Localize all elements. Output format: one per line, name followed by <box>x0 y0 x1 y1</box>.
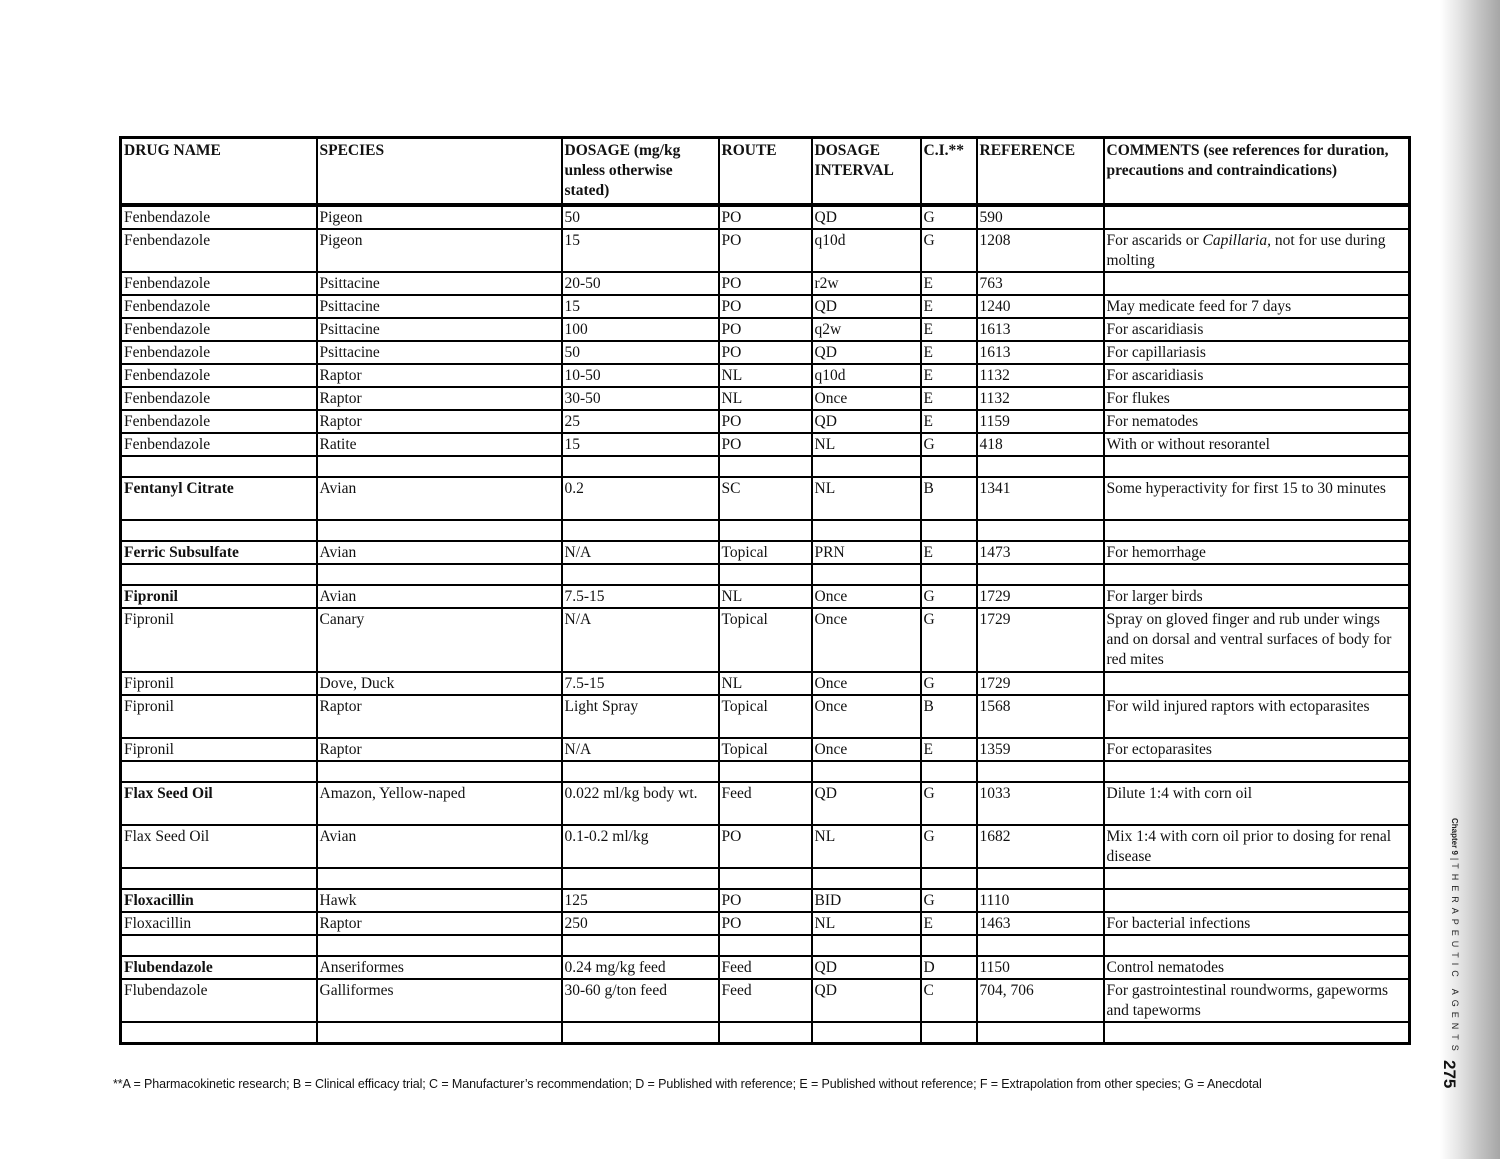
cell-dosage: 50 <box>562 341 719 364</box>
cell-route <box>719 868 812 889</box>
running-head <box>1444 818 1464 1056</box>
cell-species: Pigeon <box>317 205 562 229</box>
cell-comments: Control nematodes <box>1104 956 1410 979</box>
table-row <box>121 585 1410 608</box>
italic-genus-name: Capillaria, <box>1202 232 1271 249</box>
cell-dosage: 15 <box>562 295 719 318</box>
table-row <box>121 433 1410 456</box>
cell-species: Raptor <box>317 410 562 433</box>
table-row <box>121 477 1410 520</box>
cell-route: Feed <box>719 782 812 825</box>
cell-comments <box>1104 520 1410 541</box>
spacer-row <box>121 520 1410 541</box>
cell-species: Raptor <box>317 387 562 410</box>
cell-comments: For hemorrhage <box>1104 541 1410 564</box>
cell-species: Dove, Duck <box>317 672 562 695</box>
cell-dosage-interval <box>812 868 921 889</box>
cell-drug-name: Fenbendazole <box>121 433 317 456</box>
cell-drug-name: Fenbendazole <box>121 318 317 341</box>
table-row <box>121 341 1410 364</box>
cell-reference: 1568 <box>977 695 1104 738</box>
cell-reference <box>977 1022 1104 1044</box>
header-dosage-interval: DOSAGE INTERVAL <box>812 138 921 206</box>
cell-route: PO <box>719 205 812 229</box>
cell-species <box>317 1022 562 1044</box>
cell-comments: For capillariasis <box>1104 341 1410 364</box>
cell-ci: E <box>921 272 977 295</box>
cell-route: NL <box>719 387 812 410</box>
cell-ci <box>921 564 977 585</box>
cell-ci: E <box>921 738 977 761</box>
cell-reference: 1208 <box>977 229 1104 272</box>
cell-comments: For ectoparasites <box>1104 738 1410 761</box>
header-comments: COMMENTS (see references for duration, precautions and contraindications) <box>1104 138 1410 206</box>
comment-text: For ascarids or <box>1106 232 1203 249</box>
cell-species: Raptor <box>317 738 562 761</box>
cell-drug-name: Flubendazole <box>121 979 317 1022</box>
cell-drug-name <box>121 456 317 477</box>
cell-route: PO <box>719 229 812 272</box>
cell-dosage-interval: QD <box>812 979 921 1022</box>
cell-dosage: 30-60 g/ton feed <box>562 979 719 1022</box>
cell-dosage-interval: Once <box>812 585 921 608</box>
cell-dosage <box>562 1022 719 1044</box>
cell-ci <box>921 868 977 889</box>
spacer-row <box>121 868 1410 889</box>
cell-drug-name <box>121 564 317 585</box>
cell-reference: 1682 <box>977 825 1104 868</box>
cell-dosage <box>562 868 719 889</box>
cell-reference <box>977 761 1104 782</box>
header-route: ROUTE <box>719 138 812 206</box>
cell-reference: 1132 <box>977 364 1104 387</box>
cell-drug-name: Fentanyl Citrate <box>121 477 317 520</box>
spacer-row <box>121 935 1410 956</box>
cell-drug-name: Fipronil <box>121 585 317 608</box>
table-row <box>121 825 1410 868</box>
cell-drug-name: Fenbendazole <box>121 295 317 318</box>
cell-ci: G <box>921 825 977 868</box>
cell-species: Hawk <box>317 889 562 912</box>
cell-drug-name: Fenbendazole <box>121 387 317 410</box>
cell-species <box>317 456 562 477</box>
cell-drug-name: Floxacillin <box>121 889 317 912</box>
cell-ci: G <box>921 205 977 229</box>
cell-ci: E <box>921 387 977 410</box>
cell-reference: 1110 <box>977 889 1104 912</box>
cell-reference: 704, 706 <box>977 979 1104 1022</box>
cell-dosage-interval: PRN <box>812 541 921 564</box>
table-row <box>121 541 1410 564</box>
cell-route <box>719 564 812 585</box>
cell-species <box>317 868 562 889</box>
cell-species: Amazon, Yellow-naped <box>317 782 562 825</box>
cell-ci: G <box>921 782 977 825</box>
cell-ci <box>921 761 977 782</box>
cell-dosage-interval: QD <box>812 341 921 364</box>
cell-dosage-interval: r2w <box>812 272 921 295</box>
cell-dosage-interval: QD <box>812 410 921 433</box>
cell-route <box>719 761 812 782</box>
cell-dosage-interval <box>812 456 921 477</box>
cell-dosage: Light Spray <box>562 695 719 738</box>
table-row <box>121 738 1410 761</box>
cell-dosage <box>562 520 719 541</box>
cell-dosage: 15 <box>562 433 719 456</box>
cell-drug-name: Floxacillin <box>121 912 317 935</box>
cell-reference: 1463 <box>977 912 1104 935</box>
header-reference: REFERENCE <box>977 138 1104 206</box>
cell-dosage: 0.2 <box>562 477 719 520</box>
cell-comments: For flukes <box>1104 387 1410 410</box>
cell-dosage: 20-50 <box>562 272 719 295</box>
cell-species: Avian <box>317 477 562 520</box>
cell-species: Ratite <box>317 433 562 456</box>
cell-dosage-interval: Once <box>812 387 921 410</box>
cell-dosage-interval: QD <box>812 782 921 825</box>
cell-dosage-interval: Once <box>812 672 921 695</box>
cell-species: Canary <box>317 608 562 672</box>
cell-ci: E <box>921 341 977 364</box>
cell-route: Feed <box>719 956 812 979</box>
cell-dosage-interval <box>812 935 921 956</box>
cell-dosage: 100 <box>562 318 719 341</box>
cell-comments: Spray on gloved finger and rub under wings and on dorsal and ventral surfaces of body for red mites <box>1104 608 1410 672</box>
cell-comments: Mix 1:4 with corn oil prior to dosing for renal disease <box>1104 825 1410 868</box>
cell-ci: E <box>921 410 977 433</box>
cell-dosage-interval: NL <box>812 912 921 935</box>
cell-route: PO <box>719 410 812 433</box>
cell-route: Topical <box>719 608 812 672</box>
spacer-row <box>121 761 1410 782</box>
table-row <box>121 229 1410 272</box>
cell-comments: Dilute 1:4 with corn oil <box>1104 782 1410 825</box>
spacer-row <box>121 456 1410 477</box>
cell-drug-name: Fenbendazole <box>121 272 317 295</box>
cell-route: Topical <box>719 695 812 738</box>
cell-dosage-interval: BID <box>812 889 921 912</box>
cell-comments: For wild injured raptors with ectoparasites <box>1104 695 1410 738</box>
cell-dosage-interval <box>812 1022 921 1044</box>
cell-dosage: 7.5-15 <box>562 672 719 695</box>
cell-dosage <box>562 935 719 956</box>
cell-drug-name: Fipronil <box>121 672 317 695</box>
table-row <box>121 410 1410 433</box>
cell-drug-name: Fenbendazole <box>121 229 317 272</box>
cell-species: Psittacine <box>317 341 562 364</box>
cell-dosage: 125 <box>562 889 719 912</box>
cell-ci: G <box>921 889 977 912</box>
cell-species <box>317 761 562 782</box>
cell-reference: 1150 <box>977 956 1104 979</box>
cell-ci: D <box>921 956 977 979</box>
cell-reference <box>977 868 1104 889</box>
cell-reference <box>977 520 1104 541</box>
cell-dosage: 0.24 mg/kg feed <box>562 956 719 979</box>
cell-ci: E <box>921 295 977 318</box>
cell-dosage: 7.5-15 <box>562 585 719 608</box>
cell-reference: 590 <box>977 205 1104 229</box>
cell-reference: 1613 <box>977 318 1104 341</box>
cell-dosage <box>562 456 719 477</box>
table-row <box>121 889 1410 912</box>
cell-route <box>719 1022 812 1044</box>
spacer-row <box>121 1022 1410 1044</box>
table-row <box>121 782 1410 825</box>
table-row <box>121 672 1410 695</box>
cell-species: Pigeon <box>317 229 562 272</box>
cell-reference: 1132 <box>977 387 1104 410</box>
cell-dosage: 30-50 <box>562 387 719 410</box>
cell-dosage-interval: NL <box>812 433 921 456</box>
table-row <box>121 608 1410 672</box>
cell-reference: 1159 <box>977 410 1104 433</box>
cell-route <box>719 456 812 477</box>
cell-dosage-interval <box>812 564 921 585</box>
cell-drug-name: Fenbendazole <box>121 205 317 229</box>
table-row <box>121 695 1410 738</box>
cell-comments <box>1104 456 1410 477</box>
cell-dosage-interval: NL <box>812 477 921 520</box>
cell-comments <box>1104 761 1410 782</box>
cell-comments: For larger birds <box>1104 585 1410 608</box>
cell-reference <box>977 456 1104 477</box>
cell-reference <box>977 935 1104 956</box>
cell-reference <box>977 564 1104 585</box>
cell-reference: 1473 <box>977 541 1104 564</box>
cell-drug-name: Fipronil <box>121 608 317 672</box>
cell-comments: May medicate feed for 7 days <box>1104 295 1410 318</box>
cell-route: Feed <box>719 979 812 1022</box>
cell-route: SC <box>719 477 812 520</box>
cell-dosage-interval: QD <box>812 295 921 318</box>
cell-reference: 1240 <box>977 295 1104 318</box>
cell-comments: For bacterial infections <box>1104 912 1410 935</box>
cell-comments: For gastrointestinal roundworms, gapeworms and tapeworms <box>1104 979 1410 1022</box>
cell-species: Avian <box>317 585 562 608</box>
cell-ci: G <box>921 433 977 456</box>
cell-ci: G <box>921 585 977 608</box>
cell-species: Raptor <box>317 912 562 935</box>
cell-route <box>719 935 812 956</box>
cell-dosage-interval: NL <box>812 825 921 868</box>
cell-comments <box>1104 272 1410 295</box>
drug-dosage-table <box>119 136 1411 1045</box>
cell-comments: For ascaridiasis <box>1104 318 1410 341</box>
header-ci: C.I.** <box>921 138 977 206</box>
page-number: 275 <box>1440 1060 1459 1089</box>
cell-ci: B <box>921 695 977 738</box>
cell-comments <box>1104 935 1410 956</box>
cell-dosage-interval: Once <box>812 695 921 738</box>
spacer-row <box>121 564 1410 585</box>
cell-dosage-interval: q10d <box>812 364 921 387</box>
cell-route: PO <box>719 341 812 364</box>
cell-drug-name: Fenbendazole <box>121 364 317 387</box>
cell-ci: E <box>921 541 977 564</box>
cell-route: NL <box>719 364 812 387</box>
cell-route: PO <box>719 318 812 341</box>
cell-species: Avian <box>317 541 562 564</box>
cell-dosage-interval: Once <box>812 608 921 672</box>
cell-ci <box>921 935 977 956</box>
cell-comments <box>1104 868 1410 889</box>
cell-comments <box>1104 229 1410 272</box>
cell-species <box>317 520 562 541</box>
cell-route: PO <box>719 825 812 868</box>
cell-drug-name <box>121 761 317 782</box>
cell-comments <box>1104 205 1410 229</box>
cell-ci: B <box>921 477 977 520</box>
cell-dosage: 10-50 <box>562 364 719 387</box>
cell-reference: 1341 <box>977 477 1104 520</box>
cell-dosage: 25 <box>562 410 719 433</box>
table-row <box>121 272 1410 295</box>
header-dosage: DOSAGE (mg/kg unless otherwise stated) <box>562 138 719 206</box>
cell-dosage <box>562 564 719 585</box>
cell-ci: C <box>921 979 977 1022</box>
cell-route: PO <box>719 433 812 456</box>
cell-species: Raptor <box>317 364 562 387</box>
cell-reference: 1613 <box>977 341 1104 364</box>
cell-species: Psittacine <box>317 272 562 295</box>
cell-drug-name: Flax Seed Oil <box>121 782 317 825</box>
table-row <box>121 979 1410 1022</box>
cell-ci <box>921 456 977 477</box>
comment-text: not for use during molting <box>1106 232 1386 269</box>
cell-route: Topical <box>719 738 812 761</box>
cell-ci: E <box>921 364 977 387</box>
cell-drug-name: Flubendazole <box>121 956 317 979</box>
cell-dosage: 0.022 ml/kg body wt. <box>562 782 719 825</box>
cell-dosage-interval <box>812 520 921 541</box>
table-row <box>121 295 1410 318</box>
cell-reference: 1729 <box>977 608 1104 672</box>
cell-dosage: N/A <box>562 738 719 761</box>
table-body <box>121 205 1410 1044</box>
cell-drug-name <box>121 1022 317 1044</box>
cell-ci: E <box>921 912 977 935</box>
cell-drug-name: Fipronil <box>121 695 317 738</box>
cell-route: PO <box>719 889 812 912</box>
cell-dosage-interval: q2w <box>812 318 921 341</box>
cell-route: NL <box>719 585 812 608</box>
cell-drug-name: Flax Seed Oil <box>121 825 317 868</box>
cell-route: PO <box>719 912 812 935</box>
cell-route <box>719 520 812 541</box>
cell-drug-name: Ferric Subsulfate <box>121 541 317 564</box>
cell-species: Raptor <box>317 695 562 738</box>
cell-dosage: 15 <box>562 229 719 272</box>
cell-comments <box>1104 564 1410 585</box>
table-row <box>121 205 1410 229</box>
cell-dosage-interval: Once <box>812 738 921 761</box>
table-row <box>121 387 1410 410</box>
cell-reference: 1729 <box>977 585 1104 608</box>
cell-route: PO <box>719 295 812 318</box>
table-row <box>121 364 1410 387</box>
cell-drug-name: Fipronil <box>121 738 317 761</box>
cell-reference: 418 <box>977 433 1104 456</box>
cell-comments <box>1104 672 1410 695</box>
cell-comments <box>1104 1022 1410 1044</box>
cell-reference: 763 <box>977 272 1104 295</box>
table-row <box>121 956 1410 979</box>
cell-dosage: N/A <box>562 608 719 672</box>
cell-species: Psittacine <box>317 295 562 318</box>
cell-reference: 1729 <box>977 672 1104 695</box>
cell-dosage: 250 <box>562 912 719 935</box>
cell-dosage-interval: q10d <box>812 229 921 272</box>
cell-species <box>317 935 562 956</box>
chapter-title: THERAPEUTIC AGENTS <box>1450 863 1460 1056</box>
cell-species: Galliformes <box>317 979 562 1022</box>
cell-ci: E <box>921 318 977 341</box>
cell-reference: 1359 <box>977 738 1104 761</box>
running-head-separator: | <box>1450 857 1460 861</box>
cell-species: Anseriformes <box>317 956 562 979</box>
chapter-label: Chapter 9 <box>1450 818 1459 855</box>
cell-dosage <box>562 761 719 782</box>
cell-ci <box>921 1022 977 1044</box>
cell-species <box>317 564 562 585</box>
cell-ci: G <box>921 608 977 672</box>
cell-drug-name <box>121 868 317 889</box>
cell-comments: For ascaridiasis <box>1104 364 1410 387</box>
page-number-container <box>1440 1060 1464 1100</box>
table-row <box>121 318 1410 341</box>
cell-drug-name: Fenbendazole <box>121 341 317 364</box>
cell-route: PO <box>719 272 812 295</box>
cell-reference: 1033 <box>977 782 1104 825</box>
cell-dosage-interval: QD <box>812 956 921 979</box>
ci-legend-footnote: **A = Pharmacokinetic research; B = Clinical efficacy trial; C = Manufacturer’s recommendation; D = Published with reference; E = Published without reference; F = Extrapolation from other species; G = Anecdotal <box>113 1077 1262 1091</box>
cell-ci: G <box>921 229 977 272</box>
cell-drug-name: Fenbendazole <box>121 410 317 433</box>
cell-route: Topical <box>719 541 812 564</box>
cell-dosage: 0.1-0.2 ml/kg <box>562 825 719 868</box>
cell-comments: Some hyperactivity for first 15 to 30 minutes <box>1104 477 1410 520</box>
cell-species: Avian <box>317 825 562 868</box>
cell-route: NL <box>719 672 812 695</box>
cell-dosage-interval: QD <box>812 205 921 229</box>
cell-dosage: 50 <box>562 205 719 229</box>
cell-dosage: N/A <box>562 541 719 564</box>
cell-drug-name <box>121 935 317 956</box>
cell-species: Psittacine <box>317 318 562 341</box>
cell-drug-name <box>121 520 317 541</box>
cell-comments: For nematodes <box>1104 410 1410 433</box>
cell-ci: G <box>921 672 977 695</box>
table-row <box>121 912 1410 935</box>
header-drug-name: DRUG NAME <box>121 138 317 206</box>
table-header-row <box>121 138 1410 206</box>
cell-comments <box>1104 889 1410 912</box>
cell-dosage-interval <box>812 761 921 782</box>
cell-comments: With or without resorantel <box>1104 433 1410 456</box>
cell-ci <box>921 520 977 541</box>
header-species: SPECIES <box>317 138 562 206</box>
